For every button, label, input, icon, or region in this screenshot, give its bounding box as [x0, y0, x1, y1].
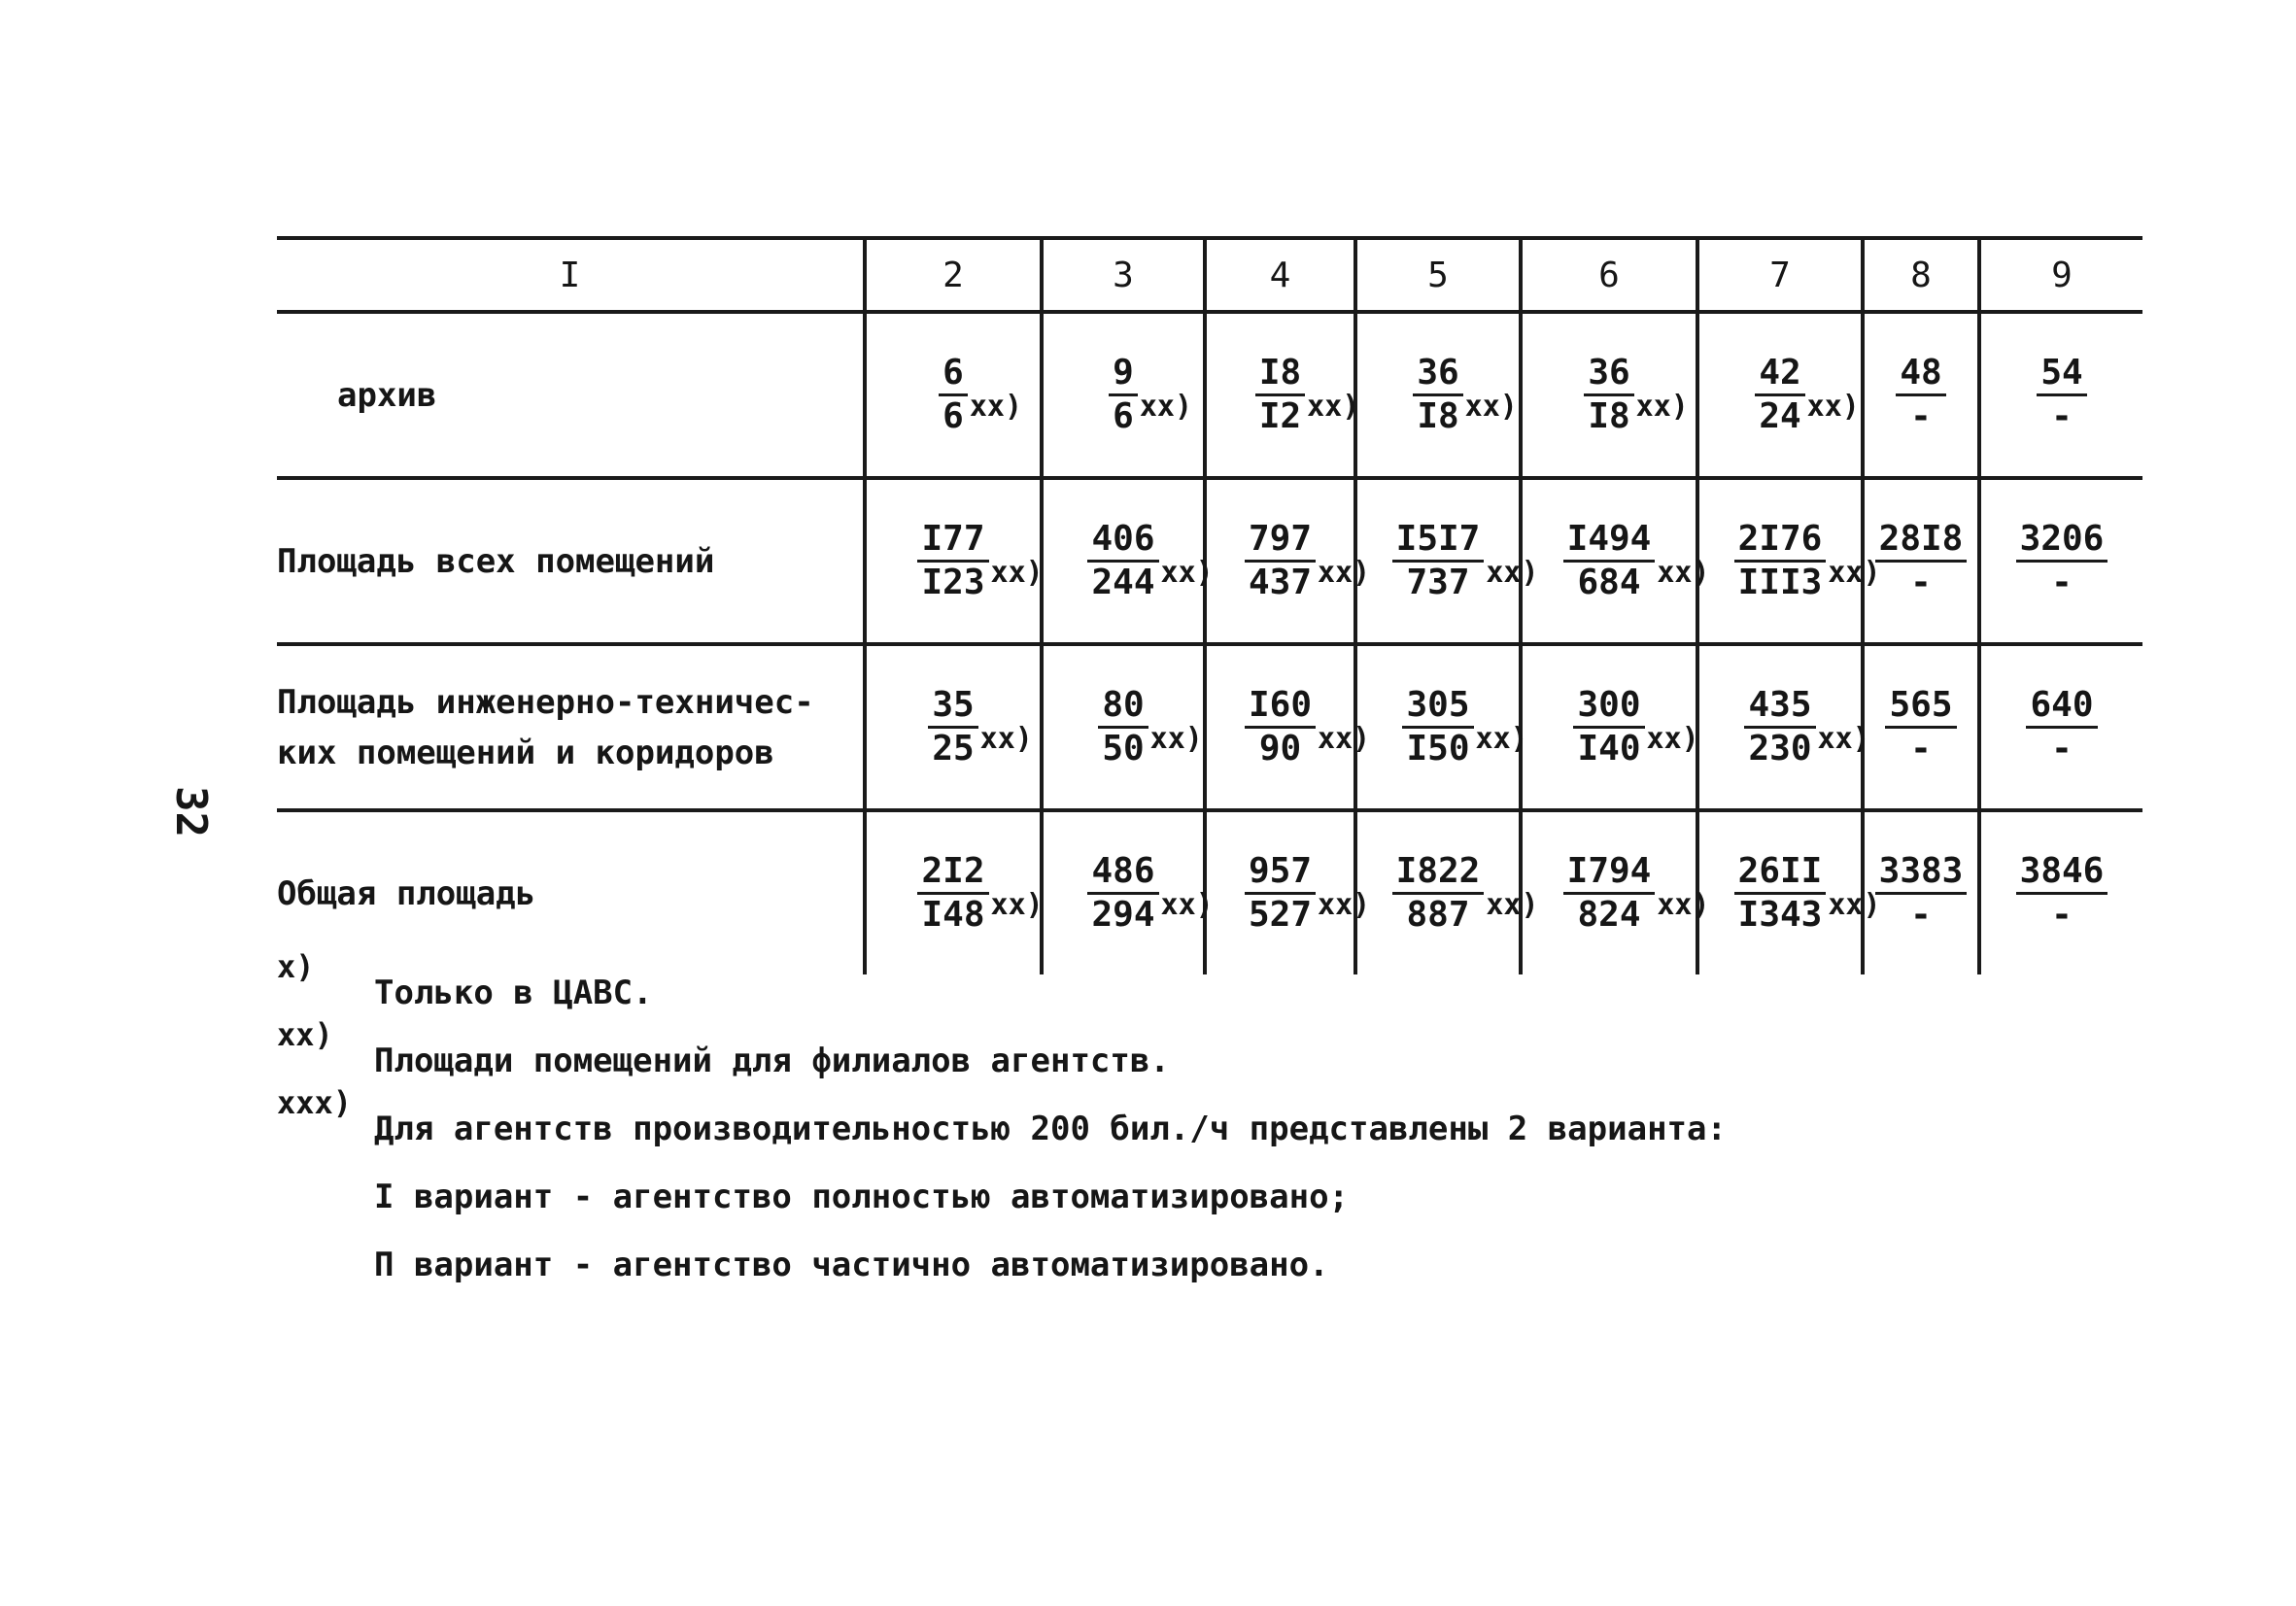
denominator: -: [2051, 895, 2073, 935]
page-number: 32: [165, 786, 216, 837]
fraction-value: [1885, 685, 1956, 769]
value-cell: [1205, 644, 1371, 810]
fraction-value: [1875, 519, 1968, 603]
fraction-value: [1744, 685, 1870, 769]
fraction-value: [1734, 851, 1881, 936]
value-cell: [1205, 478, 1371, 644]
denominator: -: [1910, 729, 1932, 769]
numerator: I60: [1245, 685, 1316, 729]
footnote-continuation: [277, 1166, 2123, 1234]
table-row: [277, 312, 2142, 478]
value-cell: [1042, 810, 1214, 974]
footnote-mark: xx): [1635, 390, 1689, 424]
value-cell: [1205, 810, 1371, 974]
footnote-mark: xx): [1828, 888, 1881, 922]
fraction-value: [1245, 685, 1371, 769]
denominator: 887: [1406, 895, 1470, 935]
value-cell: [1355, 478, 1539, 644]
denominator: 737: [1406, 563, 1470, 602]
header-row: [277, 238, 2142, 312]
denominator: I23: [921, 563, 985, 602]
value-cell: [1863, 644, 1979, 810]
footnote: [277, 1084, 2123, 1166]
header-cell: 8: [1863, 238, 1979, 312]
numerator: 486: [1087, 851, 1158, 895]
row-label: архив: [277, 312, 865, 478]
footnote-marker: xxx): [277, 1084, 353, 1121]
numerator: 2I76: [1734, 519, 1827, 563]
denominator: 527: [1248, 895, 1313, 935]
numerator: 80: [1098, 685, 1148, 729]
value-cell: [865, 644, 1042, 810]
header-cell: I: [277, 238, 865, 312]
numerator: 48: [1896, 353, 1945, 396]
value-cell: [1355, 312, 1521, 478]
denominator: -: [2051, 396, 2073, 436]
value-cell: [865, 312, 1042, 478]
footnote-mark: xx): [1149, 722, 1203, 756]
footnote-mark: xx): [1486, 556, 1539, 590]
value-cell: [1521, 644, 1697, 810]
denominator: 90: [1258, 729, 1302, 769]
footnote-mark: xx): [1160, 556, 1214, 590]
footnote-mark: xx): [1828, 556, 1881, 590]
denominator: -: [1910, 396, 1932, 436]
fraction-value: [2016, 851, 2108, 936]
footnote-text: Только в ЦАВС.: [374, 974, 653, 1012]
numerator: I8: [1255, 353, 1305, 396]
value-cell: [1521, 810, 1710, 974]
value-cell: [1697, 478, 1881, 644]
fraction-value: [928, 685, 1033, 769]
table-row: [277, 810, 2142, 974]
footnotes: [277, 948, 2123, 1302]
numerator: 3206: [2016, 519, 2108, 563]
fraction-value: [1087, 519, 1214, 603]
numerator: 6: [939, 353, 968, 396]
row-label: Площадь всех помещений: [277, 478, 865, 644]
numerator: 2I2: [917, 851, 988, 895]
denominator: 437: [1248, 563, 1313, 602]
numerator: 42: [1755, 353, 1804, 396]
value-cell: [1863, 478, 1979, 644]
numerator: I5I7: [1392, 519, 1485, 563]
footnote-mark: xx): [1160, 888, 1214, 922]
denominator: III3: [1737, 563, 1823, 602]
numerator: 28I8: [1875, 519, 1968, 563]
footnote-mark: xx): [1307, 390, 1360, 424]
numerator: I794: [1563, 851, 1656, 895]
denominator: 684: [1577, 563, 1641, 602]
denominator: 294: [1091, 895, 1155, 935]
footnote-continuation-text: I вариант - агентство полностью автоматизировано;: [374, 1178, 1350, 1216]
value-cell: [1042, 644, 1205, 810]
row-label: Площадь инженерно-техничес- ких помещений и коридоров: [277, 644, 865, 810]
header-cell: 4: [1205, 238, 1355, 312]
denominator: I50: [1406, 729, 1470, 769]
denominator: 6: [1113, 396, 1134, 436]
footnote-mark: xx): [1806, 390, 1860, 424]
value-cell: [1042, 312, 1205, 478]
fraction-value: [1413, 353, 1518, 437]
denominator: -: [2051, 563, 2073, 602]
numerator: 3383: [1875, 851, 1968, 895]
value-cell: [1979, 810, 2142, 974]
footnote-text: Для агентств производительностью 200 бил./ч представлены 2 варианта:: [374, 1110, 1727, 1148]
fraction-value: [1402, 685, 1528, 769]
denominator: I40: [1577, 729, 1641, 769]
footnote-marker: xx): [277, 1016, 333, 1053]
numerator: 565: [1885, 685, 1956, 729]
value-cell: [865, 810, 1042, 974]
value-cell: [1979, 644, 2142, 810]
numerator: 36: [1413, 353, 1462, 396]
footnote-mark: xx): [1318, 888, 1371, 922]
fraction-value: [1392, 519, 1539, 603]
numerator: 300: [1573, 685, 1644, 729]
numerator: 26II: [1734, 851, 1827, 895]
numerator: 36: [1584, 353, 1633, 396]
table-row: [277, 478, 2142, 644]
numerator: 435: [1744, 685, 1815, 729]
fraction-value: [1245, 519, 1371, 603]
footnote-continuation-text: П вариант - агентство частично автоматизировано.: [374, 1246, 1329, 1284]
numerator: 9: [1109, 353, 1138, 396]
row-label: Общая площадь: [277, 873, 536, 913]
fraction-value: [1875, 851, 1968, 936]
numerator: I77: [917, 519, 988, 563]
footnote-mark: xx): [1318, 722, 1371, 756]
fraction-value: [917, 851, 1044, 936]
value-cell: [1042, 478, 1214, 644]
fraction-value: [1087, 851, 1214, 936]
denominator: I2: [1258, 396, 1302, 436]
denominator: I8: [1588, 396, 1630, 436]
footnote-mark: xx): [1817, 722, 1870, 756]
fraction-value: [2016, 519, 2108, 603]
fraction-value: [1563, 519, 1710, 603]
value-cell: [1355, 810, 1539, 974]
fraction-value: [1573, 685, 1699, 769]
denominator: -: [1910, 895, 1932, 935]
footnote-mark: xx): [1475, 722, 1528, 756]
area-table: [277, 236, 2142, 974]
fraction-value: [1896, 353, 1945, 437]
denominator: 50: [1102, 729, 1145, 769]
denominator: 6: [942, 396, 964, 436]
fraction-value: [1245, 851, 1371, 936]
fraction-value: [939, 353, 1023, 437]
value-cell: [1521, 478, 1710, 644]
value-cell: [1355, 644, 1528, 810]
fraction-value: [1734, 519, 1881, 603]
footnote-mark: xx): [1646, 722, 1699, 756]
footnote-mark: xx): [1657, 888, 1710, 922]
header-cell: 7: [1697, 238, 1863, 312]
value-cell: [1979, 478, 2142, 644]
denominator: 230: [1748, 729, 1812, 769]
numerator: 797: [1245, 519, 1316, 563]
numerator: 406: [1087, 519, 1158, 563]
value-cell: [1697, 810, 1881, 974]
footnote-mark: xx): [990, 556, 1044, 590]
footnote-mark: xx): [1318, 556, 1371, 590]
footnote-mark: xx): [1139, 390, 1193, 424]
denominator: -: [2051, 729, 2073, 769]
numerator: 640: [2026, 685, 2097, 729]
numerator: I822: [1392, 851, 1485, 895]
denominator: 244: [1091, 563, 1155, 602]
footnote-mark: xx): [1464, 390, 1518, 424]
header-cell: 6: [1521, 238, 1697, 312]
fraction-value: [917, 519, 1044, 603]
header-cell: 5: [1355, 238, 1521, 312]
value-cell: [1863, 312, 1979, 478]
denominator: -: [1910, 563, 1932, 602]
header-cell: 3: [1042, 238, 1205, 312]
footnote-mark: xx): [979, 722, 1033, 756]
value-cell: [1697, 644, 1870, 810]
denominator: 25: [932, 729, 975, 769]
footnote-mark: xx): [990, 888, 1044, 922]
denominator: I48: [921, 895, 985, 935]
fraction-value: [1584, 353, 1689, 437]
denominator: I8: [1417, 396, 1459, 436]
fraction-value: [1098, 685, 1203, 769]
fraction-value: [2037, 353, 2086, 437]
header-cell: 9: [1979, 238, 2142, 312]
footnote: [277, 1016, 2123, 1098]
numerator: I494: [1563, 519, 1656, 563]
value-cell: [1205, 312, 1360, 478]
footnote-continuation: [277, 1234, 2123, 1302]
footnote-marker: x): [277, 948, 315, 985]
value-cell: [1697, 312, 1863, 478]
numerator: 305: [1402, 685, 1473, 729]
value-cell: [1863, 810, 1979, 974]
footnote-mark: xx): [1657, 556, 1710, 590]
footnote-mark: xx): [1486, 888, 1539, 922]
value-cell: [1979, 312, 2142, 478]
denominator: 24: [1759, 396, 1801, 436]
fraction-value: [1392, 851, 1539, 936]
fraction-value: [1563, 851, 1710, 936]
footnote-mark: xx): [969, 390, 1023, 424]
fraction-value: [1109, 353, 1193, 437]
value-cell: [1521, 312, 1697, 478]
footnote-text: Площади помещений для филиалов агентств.: [374, 1042, 1170, 1080]
header-cell: 2: [865, 238, 1042, 312]
fraction-value: [1755, 353, 1860, 437]
numerator: 35: [928, 685, 977, 729]
numerator: 957: [1245, 851, 1316, 895]
numerator: 54: [2037, 353, 2086, 396]
fraction-value: [2026, 685, 2097, 769]
table-row: [277, 644, 2142, 810]
numerator: 3846: [2016, 851, 2108, 895]
denominator: 824: [1577, 895, 1641, 935]
fraction-value: [1255, 353, 1360, 437]
value-cell: [865, 478, 1042, 644]
footnote: [277, 948, 2123, 1030]
denominator: I343: [1737, 895, 1823, 935]
